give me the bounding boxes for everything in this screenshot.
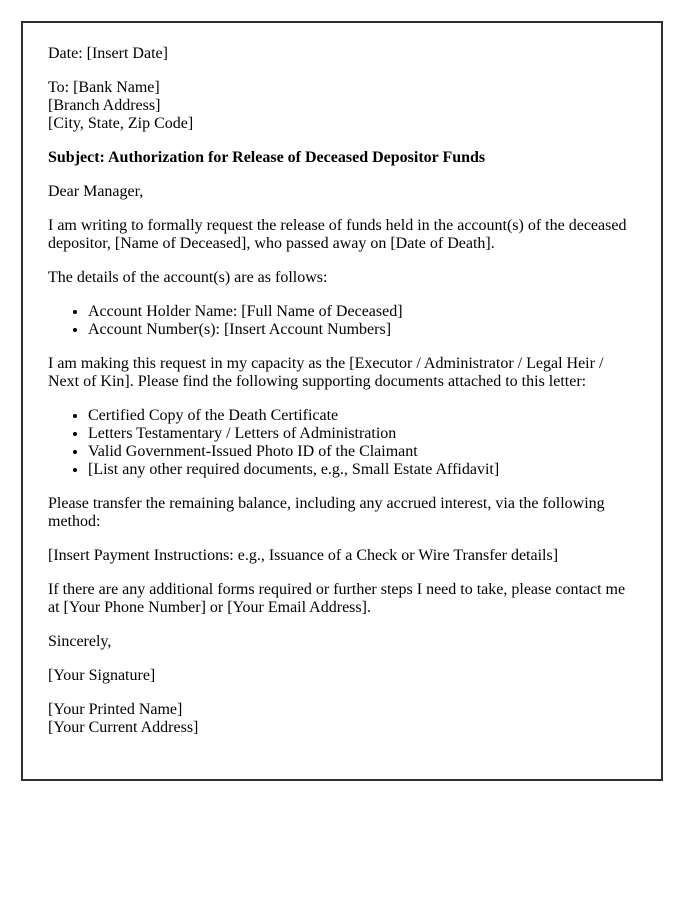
signoff-current-address: [Your Current Address] bbox=[48, 719, 199, 736]
list-item-death-certificate: • Certified Copy of the Death Certificate bbox=[88, 407, 636, 425]
recipient-city-state-zip: [City, State, Zip Code] bbox=[48, 115, 194, 132]
recipient-branch-address: [Branch Address] bbox=[48, 97, 161, 114]
signature-placeholder: [Your Signature] bbox=[48, 667, 156, 684]
paragraph-details-intro: The details of the account(s) are as follows: bbox=[48, 269, 328, 286]
closing: Sincerely, bbox=[48, 633, 112, 650]
paragraph-capacity: I am making this request in my capacity as the [Executor / Administrator / Legal Heir / Next of Kin]. Please find the following supporting documents attached to this letter: bbox=[48, 355, 604, 390]
recipient-bank-name: To: [Bank Name] bbox=[48, 79, 160, 96]
salutation: Dear Manager, bbox=[48, 183, 144, 200]
subject-line: Subject: Authorization for Release of Deceased Depositor Funds bbox=[48, 149, 486, 166]
list-item-photo-id: • Valid Government-Issued Photo ID of the Claimant bbox=[88, 443, 636, 461]
signoff-printed-name: [Your Printed Name] bbox=[48, 701, 183, 718]
recipient-block bbox=[48, 79, 636, 133]
paragraph-transfer: Please transfer the remaining balance, including any accrued interest, via the following method: bbox=[48, 495, 605, 530]
list-item-other-documents: • [List any other required documents, e.g., Small Estate Affidavit] bbox=[88, 461, 636, 479]
paragraph-contact: If there are any additional forms required or further steps I need to take, please contact me at [Your Phone Number] or [Your Email Address]. bbox=[48, 581, 626, 616]
paragraph-payment-instructions: [Insert Payment Instructions: e.g., Issuance of a Check or Wire Transfer details] bbox=[48, 547, 559, 564]
list-item-account-numbers: • Account Number(s): [Insert Account Numbers] bbox=[88, 321, 636, 339]
date-line: Date: [Insert Date] bbox=[48, 45, 168, 62]
account-details-list bbox=[48, 303, 636, 339]
list-item-account-holder: • Account Holder Name: [Full Name of Deceased] bbox=[88, 303, 636, 321]
letter-document bbox=[21, 21, 663, 781]
attached-documents-list bbox=[48, 407, 636, 479]
paragraph-request: I am writing to formally request the release of funds held in the account(s) of the deceased depositor, [Name of Deceased], who passed away on [Date of Death]. bbox=[48, 217, 627, 252]
signoff-block bbox=[48, 701, 636, 737]
list-item-letters-testamentary: • Letters Testamentary / Letters of Administration bbox=[88, 425, 636, 443]
